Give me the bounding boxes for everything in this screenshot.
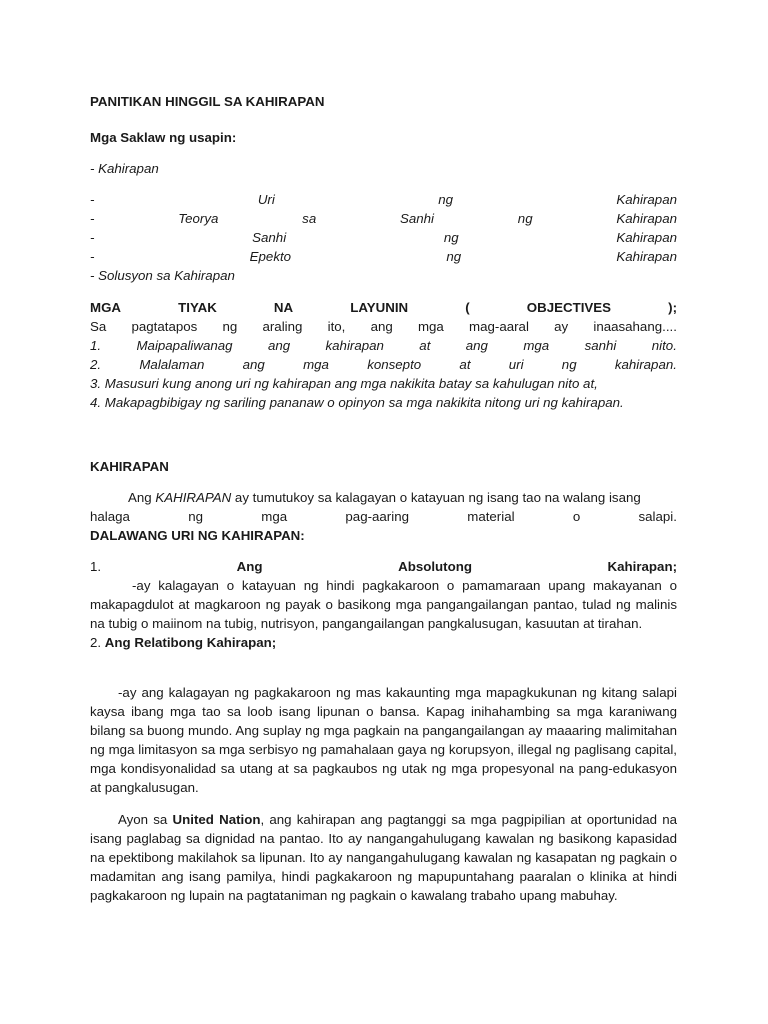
kahirapan-heading: KAHIRAPAN xyxy=(90,459,169,474)
objectives-heading: MGA TIYAK NA LAYUNIN ( OBJECTIVES ); xyxy=(90,300,677,315)
objective-item: 1. Maipapaliwanag ang kahirapan at ang mga sanhi nito. xyxy=(90,338,677,353)
saklaw-item: - Kahirapan xyxy=(90,161,159,176)
saklaw-heading: Mga Saklaw ng usapin: xyxy=(90,130,237,145)
united-nation-term: United Nation xyxy=(172,812,261,827)
uri-section xyxy=(90,557,677,652)
united-nation-paragraph: Ayon sa United Nation, ang kahirapan ang pagtanggi sa mga pagpipilian at oportunidad na isang paglabag sa dignidad na pantao. Ito ay nangangahulugang kawalan ng basikong kapasidad na epektibong makilahok sa lipunan. Ito ay nangangahulugang kawalan ng kasapatan ng pagkain o madamitan ang isang pamilya, hindi pagkakaroon ng mapupuntahang paaralan o klinika at hindi pagkakaroon ng lupain na pagtataniman ng pagkain o kawalang trabaho upang mabuhay. xyxy=(90,812,677,903)
saklaw-row: - Sanhi ng Kahirapan xyxy=(90,230,677,245)
objective-item: 3. Masusuri kung anong uri ng kahirapan ang mga nakikita batay sa kahulugan nito at, xyxy=(90,376,598,391)
objective-item: 2. Malalaman ang mga konsepto at uri ng kahirapan. xyxy=(90,357,677,372)
objectives-intro: Sa pagtatapos ng araling ito, ang mga mag-aaral ay inaasahang.... xyxy=(90,319,677,334)
document-title: PANITIKAN HINGGIL SA KAHIRAPAN xyxy=(90,94,325,109)
definition-term: KAHIRAPAN xyxy=(155,490,232,505)
uri1-heading: 1. Ang Absolutong Kahirapan; xyxy=(90,559,677,574)
saklaw-list xyxy=(90,190,677,285)
saklaw-row: - Epekto ng Kahirapan xyxy=(90,249,677,264)
objectives-section xyxy=(90,298,677,412)
definition-section xyxy=(90,488,677,545)
definition-line: halaga ng mga pag-aaring material o salapi. xyxy=(90,509,677,524)
saklaw-row: - Teorya sa Sanhi ng Kahirapan xyxy=(90,211,677,226)
uri1-text: -ay kalagayan o katayuan ng hindi pagkakaroon o pamamaraan upang makayanan o makapagdulot at magkaroon ng payak o basikong mga pangangailangan pantao, tulad ng malinis na tubig o maiinom na tubig, nutrisyon, pangangailangan pangkalusugan, kasuutan at tirahan. xyxy=(90,578,677,631)
saklaw-row: - Uri ng Kahirapan xyxy=(90,192,677,207)
uri2-text: -ay ang kalagayan ng pagkakaroon ng mas kakaunting mga mapagkukunan ng kitang salapi kaysa ibang mga tao sa loob isang lipunan o bansa. Kapag inihahambing sa mga karaniwang bilang sa buong mundo. Ang suplay ng mga pagkain na pangangailangan ay maaaring malimitahan ng mga limitasyon sa mga serbisyo ng pamahalaan gaya ng korupsyon, illegal ng paglisang capital, mga kondisyonalidad sa utang at sa pagkaubos ng utak ng mga propesyonal na pang-edukasyon at pangkalusugan. xyxy=(90,685,677,795)
definition-line: Ang KAHIRAPAN ay tumutukoy sa kalagayan o katayuan ng isang tao na walang isang xyxy=(128,490,641,505)
objective-item: 4. Makapagbibigay ng sariling pananaw o opinyon sa mga nakikita nitong uri ng kahirapan. xyxy=(90,395,624,410)
uri2-heading: 2. Ang Relatibong Kahirapan; xyxy=(90,635,277,650)
saklaw-item: - Solusyon sa Kahirapan xyxy=(90,268,235,283)
dalawang-uri-heading: DALAWANG URI NG KAHIRAPAN: xyxy=(90,528,305,543)
